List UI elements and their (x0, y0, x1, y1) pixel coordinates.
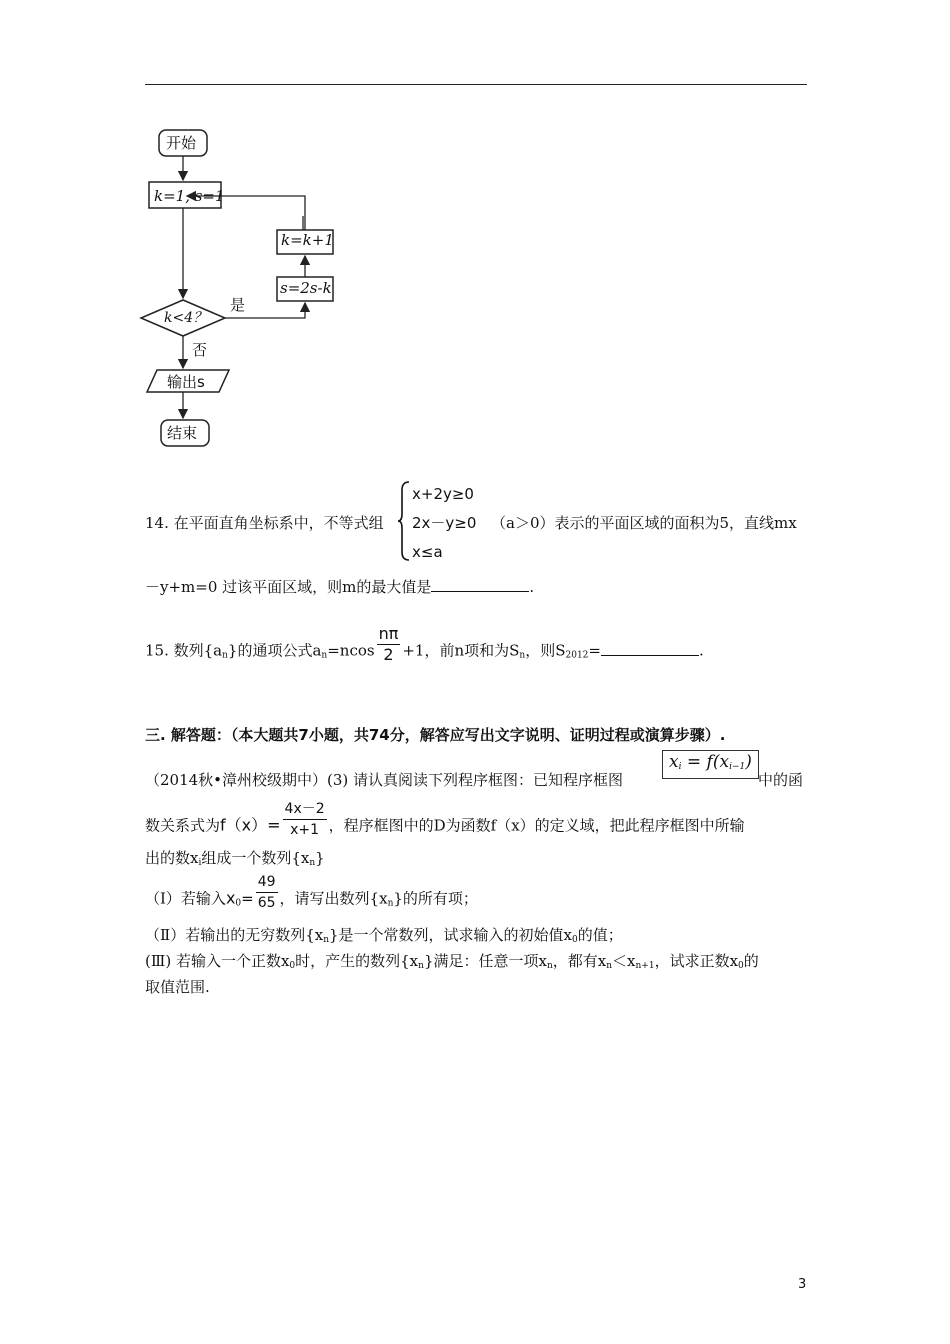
q14-ineq1: x+2y≥0 (412, 485, 474, 503)
q14-ineq3: x≤a (412, 543, 443, 561)
problem-part3: (Ⅲ) 若输入一个正数$x_0$时，产生的数列$\{x_n\}$满足：任意一项$x_n$，都有$x_n<x_{n+1}$，试求正数$x_0$的 (145, 952, 759, 971)
page-number: 3 (798, 1277, 807, 1292)
q14-prefix: 14. 在平面直角坐标系中，不等式组 (145, 514, 384, 532)
problem-part2: （Ⅱ）若输出的无穷数列$\{x_n\}$是一个常数列，试求输入的初始值$x_0$的值； (145, 926, 623, 945)
problem-formula-box: $x_i = f(x_{i-1})$ (662, 750, 759, 779)
q15-line: 15. 数列$\{a_n\}$的通项公式$a_n=ncos$ $\frac{n\pi}{2}$ +1，前n项和为$S_n$，则$S_{2012}=$ . (145, 624, 704, 664)
problem-part3-line2: 取值范围. (145, 978, 210, 996)
flow-yes-label: 是 (230, 296, 246, 314)
problem-line2: 数关系式为f（x）= $\frac{4x-2}{x+1}$ ，程序框图中的D为函数f（x）的定义域，把此程序框图中所输 (145, 801, 745, 838)
problem-source: （2014秋•漳州校级期中）(3) 请认真阅读下列程序框图：已知程序框图 (145, 771, 624, 789)
header-rule (145, 84, 807, 85)
flow-condition-label: k<4？ (164, 310, 208, 326)
flow-output-label: 输出s (167, 373, 205, 391)
q14-line2: －y+m=0 过该平面区域，则m的最大值是 . (145, 578, 535, 596)
problem-line3: 出的数$x_i$组成一个数列$\{x_n\}$ (145, 849, 325, 868)
flow-end-label: 结束 (167, 424, 198, 442)
flow-no-label: 否 (192, 341, 208, 359)
q14-brace (397, 480, 411, 562)
flow-init-label: k=1, s=1 (154, 187, 225, 205)
problem-part1: （Ⅰ）若输入$x_0=$ $\frac{49}{65}$ ，请写出数列$\{x_n\}$的所有项； (145, 874, 478, 911)
flow-increment-label: k=k+1 (281, 231, 334, 249)
q14-suffix: （a＞0）表示的平面区域的面积为5，直线mx (491, 514, 797, 532)
flow-update-label: s=2s-k (280, 279, 332, 297)
q14-ineq2: 2x－y≥0 (412, 514, 477, 532)
section3-heading: 三. 解答题：（本大题共7小题，共74分，解答应写出文字说明、证明过程或演算步骤）. (145, 726, 726, 744)
flow-start-label: 开始 (166, 134, 197, 152)
problem-after-box: 中的函 (758, 771, 804, 789)
